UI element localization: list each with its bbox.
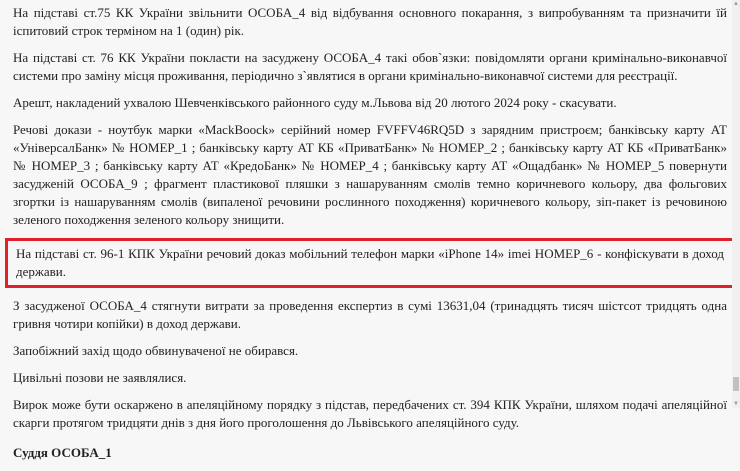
document-body <box>13 4 727 471</box>
paragraph-obligations: На підставі ст. 76 КК України покласти на засуджену ОСОБА_4 такі обов`язки: повідомляти органи кримінально-виконавчої системи про заміну місця проживання, періодично з`являтися в органи кримінально-виконавчої системи для реєстрації. <box>13 50 727 83</box>
paragraph-appeal: Вирок може бути оскаржено в апеляційному порядку з підстав, передбачених ст. 394 КПК України, шляхом подачі апеляційної скарги протягом тридцяти днів з дня його проголошення до Львівського апеляційного суду. <box>13 397 727 430</box>
highlight-box <box>5 238 735 288</box>
scrollbar[interactable] <box>732 0 740 408</box>
judge-signature: Суддя ОСОБА_1 <box>13 445 112 460</box>
paragraph-evidence: Речові докази - ноутбук марки «MackBoock» серійний номер FVFFV46RQ5D з зарядним пристроєм; банківську карту АТ «УніверсалБанк» № НОМЕР_1 ; банківську карту АТ КБ «ПриватБанк» № НОМЕР_2 ; банківську карту АТ КБ «ПриватБанк» № НОМЕР_3 ; банківську карту АТ «КредоБанк» № НОМЕР_4 ; банківську карту АТ «Ощадбанк» № НОМЕР_5 повернути засудженій ОСОБА_9 ; фрагмент пластикової пляшки з нашаруванням смолів темно коричневого кольору, два фольгових згортки із нашаруванням смолів (випаленої речовини рослинного походження) коричневого кольору, зіп-пакет із речовиною зеленого походження зеленого кольору знищити. <box>13 122 727 227</box>
arrow-down-icon[interactable]: ▼ <box>733 401 739 407</box>
arrow-up-icon[interactable]: ▲ <box>733 1 739 7</box>
paragraph-costs: З засудженої ОСОБА_4 стягнути витрати за проведення експертиз в сумі 13631,04 (тринадцять тисяч шістсот тридцять одна гривня чотири копійки) в доход держави. <box>13 298 727 331</box>
paragraph-civil-claims: Цивільні позови не заявлялися. <box>13 370 187 385</box>
paragraph-probation: На підставі ст.75 КК України звільнити ОСОБА_4 від відбування основного покарання, з випробуванням та призначити їй іспитовий строк терміном на 1 (один) рік. <box>13 5 727 38</box>
paragraph-confiscation: На підставі ст. 96-1 КПК України речовий доказ мобільний телефон марки «iPhone 14» imei НОМЕР_6 - конфіскувати в доход держави. <box>16 246 724 279</box>
paragraph-arrest: Арешт, накладений ухвалою Шевченківського районного суду м.Львова від 20 лютого 2024 року - скасувати. <box>13 95 617 110</box>
scrollbar-thumb[interactable] <box>733 377 739 391</box>
paragraph-preventive-measure: Запобіжний захід щодо обвинуваченої не обирався. <box>13 343 299 358</box>
